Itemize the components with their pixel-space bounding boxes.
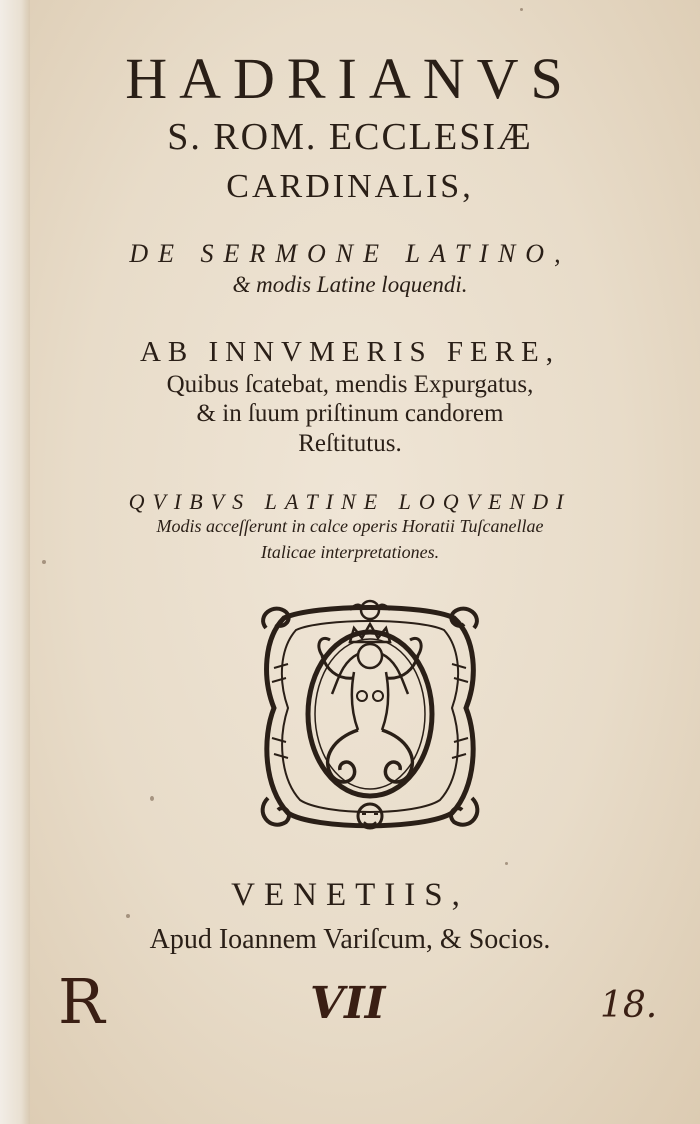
edition-statement-line-3: Reſtitutus. xyxy=(298,430,402,457)
author-rank: CARDINALIS, xyxy=(226,168,474,205)
manuscript-mark-left: R xyxy=(58,965,105,1038)
appendix-line-2: Italicae interpretationes. xyxy=(260,542,440,562)
work-subtitle: & modis Latine loquendi. xyxy=(232,272,468,297)
imprint-city: VENETIIS, xyxy=(231,877,469,913)
appendix-heading: QVIBVS LATINE LOQVENDI xyxy=(128,489,572,514)
manuscript-mark-right: 18. xyxy=(600,985,658,1026)
author-title-line: S. ROM. ECCLESIÆ xyxy=(167,116,533,158)
edition-statement-line-1: Quibus ſcatebat, mendis Expurgatus, xyxy=(166,371,534,398)
paper-speck xyxy=(126,914,130,918)
paper-speck xyxy=(520,8,523,11)
paper-speck xyxy=(150,796,154,801)
author-name: HADRIANVS xyxy=(125,46,575,111)
paper-speck xyxy=(505,862,508,865)
manuscript-mark-center: VII xyxy=(310,978,386,1029)
siren-emblem-icon xyxy=(254,598,486,836)
appendix-line-1: Modis acceſſerunt in calce operis Horatii Tuſcanellae xyxy=(156,516,544,536)
edition-statement-heading: AB INNVMERIS FERE, xyxy=(139,336,561,368)
work-title: DE SERMONE LATINO, xyxy=(129,239,571,268)
imprint-publisher: Apud Ioannem Variſcum, & Socios. xyxy=(149,924,551,955)
edition-statement-line-2: & in ſuum priſtinum candorem xyxy=(196,400,504,427)
paper-speck xyxy=(42,560,46,564)
